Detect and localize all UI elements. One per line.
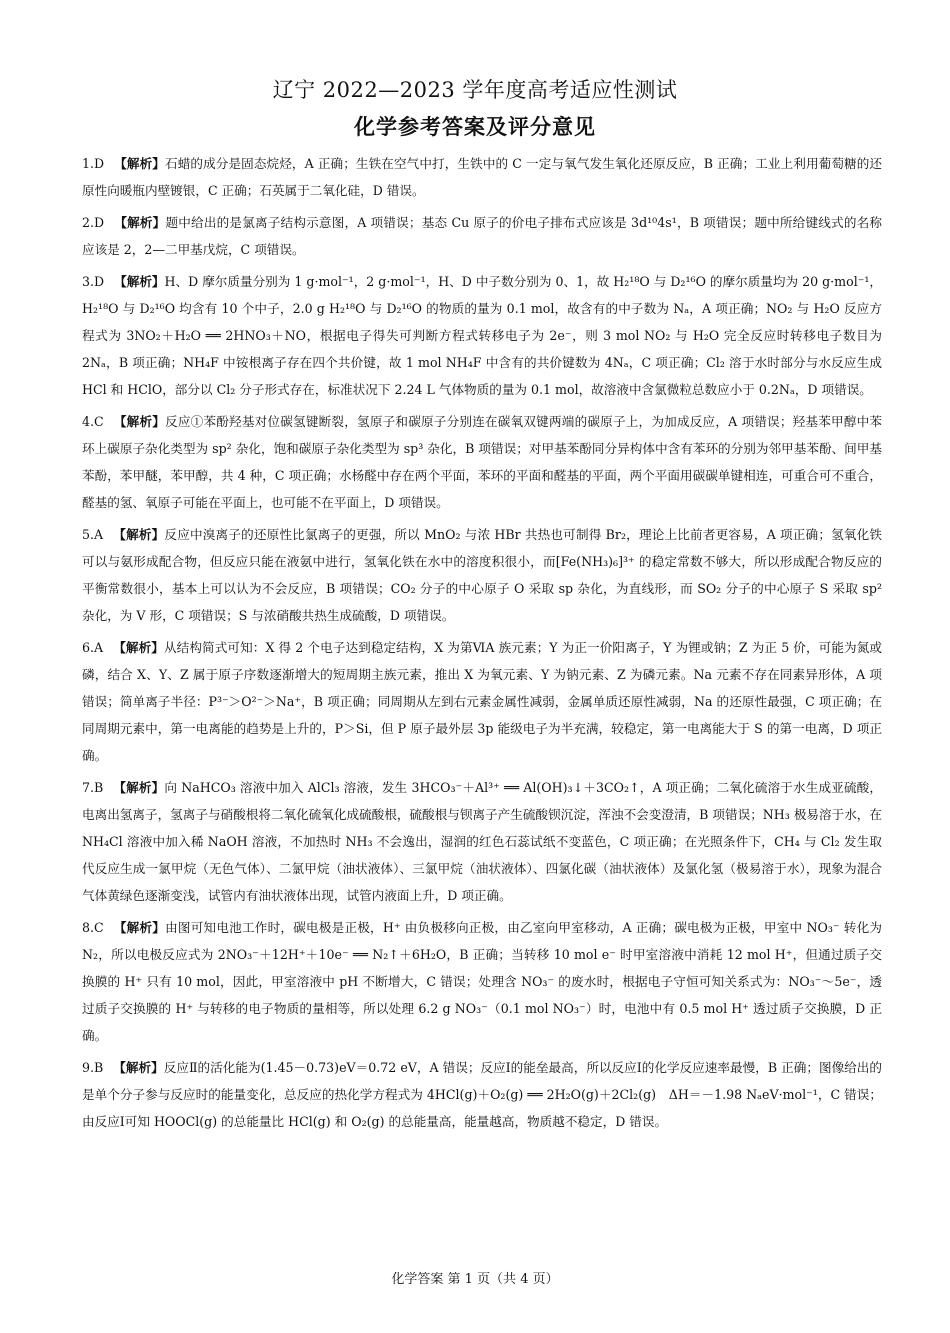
answer-text: 石蜡的成分是固态烷烃，A 正确；生铁在空气中打，生铁中的 C 一定与氧气发生氧化还原反应，B 正确；工业上利用葡萄糖的还原性向暖瓶内壁镀银，C 正确；石英属于二氧化硅，D 错误。 <box>82 156 883 198</box>
analysis-tag: 【解析】 <box>113 1060 164 1075</box>
answer-text: 反应中溴离子的还原性比氯离子的更强，所以 MnO₂ 与浓 HBr 共热也可制得 Br₂，理论上比前者更容易，A 项正确；氢氧化铁可以与氨形成配合物，但反应只能在液氨中进行，氢氧化铁在水中的溶度积很小，而[Fe(NH₃)₆]³⁺ 的稳定常数不够大，所以形成配合物反应的平衡常数很小，基本上可以认为不会反应，B 项错误；CO₂ 分子的中心原子 O 采取 sp 杂化，为直线形，而 SO₂ 分子的中心原子 S 采取 sp² 杂化，为 V 形，C 项错误；S 与浓硝酸共热生成硫酸，D 项错误。 <box>82 527 883 623</box>
answer-item-1 <box>82 150 882 204</box>
answer-text: 反应①苯酚羟基对位碳氢键断裂，氢原子和碳原子分别连在碳氧双键两端的碳原子上，为加成反应，A 项错误；羟基苯甲醇中苯环上碳原子杂化类型为 sp² 杂化，饱和碳原子杂化类型为 sp³ 杂化，B 项错误；对甲基苯酚同分异构体中含有苯环的分别为邻甲基苯酚、间甲基苯酚，苯甲醚，苯甲醇，共 4 种，C 项正确；水杨醛中存在两个平面，苯环的平面和醛基的平面，两个平面用碳碳单键相连，可重合可不重合，醛基的氢、氧原子可能在平面上，也可能不在平面上，D 项错误。 <box>82 414 883 510</box>
analysis-tag: 【解析】 <box>113 780 165 795</box>
analysis-tag: 【解析】 <box>114 215 166 230</box>
analysis-tag: 【解析】 <box>114 274 165 289</box>
answer-number: 3.D <box>82 274 105 289</box>
answer-text: 向 NaHCO₃ 溶液中加入 AlCl₃ 溶液，发生 3HCO₃⁻＋Al³⁺ ══ Al(OH)₃↓＋3CO₂↑，A 项正确；二氧化硫溶于水生成亚硫酸，电离出氢离子，氢离子与硝酸根将二氧化硫氧化成硫酸根，硫酸根与钡离子产生硫酸钡沉淀，浑浊不会变澄清，B 项错误；NH₃ 极易溶于水，在 NH₄Cl 溶液中加入稀 NaOH 溶液，不加热时 NH₃ 不会逸出，湿润的红色石蕊试纸不变蓝色，C 项正确；在光照条件下，CH₄ 与 Cl₂ 发生取代反应生成一氯甲烷（无色气体）、二氯甲烷（油状液体）、三氯甲烷（油状液体）、四氯化碳（油状液体）及氯化氢（极易溶于水），现象为混合气体黄绿色逐渐变浅，试管内有油状液体出现，试管内液面上升，D 项正确。 <box>82 780 883 903</box>
answer-number: 2.D <box>82 215 105 230</box>
answer-number: 8.C <box>82 920 104 935</box>
answer-number: 7.B <box>82 780 104 795</box>
answer-number: 4.C <box>82 414 104 429</box>
answer-text: 从结构简式可知：X 得 2 个电子达到稳定结构，X 为第ⅥA 族元素；Y 为正一价阳离子，Y 为锂或钠；Z 为正 5 价，可能为氮或磷，结合 X、Y、Z 属于原子序数逐渐增大的短周期主族元素，推出 X 为氧元素、Y 为钠元素、Z 为磷元素。Na 元素不存在同素异形体，A 项错误；简单离子半径：P³⁻＞O²⁻＞Na⁺，B 项正确；同周期从左到右元素金属性减弱，金属单质还原性减弱，Na 的还原性最强，C 项正确；在同周期元素中，第一电离能的趋势是上升的，P＞Si，但 P 原子最外层 3p 能级电子为半充满，较稳定，第一电离能大于 S 的第一电离，D 项正确。 <box>82 640 883 763</box>
answer-item-5 <box>82 521 882 629</box>
page-footer: 化学答案 第 1 页（共 4 页） <box>391 1272 559 1287</box>
page-title: 辽宁 2022—2023 学年度高考适应性测试 <box>272 78 678 102</box>
answer-number: 9.B <box>82 1060 104 1075</box>
answer-number: 5.A <box>82 527 104 542</box>
answer-text: 题中给出的是氯离子结构示意图，A 项错误；基态 Cu 原子的价电子排布式应该是 3d¹⁰4s¹，B 项错误；题中所给键线式的名称应该是 2，2—二甲基戊烷，C 项错误。 <box>82 215 882 257</box>
answer-item-6 <box>82 634 882 769</box>
answer-text: H、D 摩尔质量分别为 1 g·mol⁻¹，2 g·mol⁻¹，H、D 中子数分别为 0、1，故 H₂¹⁸O 与 D₂¹⁶O 的摩尔质量均为 20 g·mol⁻¹，H₂¹⁸O 与 D₂¹⁶O 均含有 10 个中子，2.0 g H₂¹⁸O 与 D₂¹⁶O 的物质的量为 0.1 mol，故含有的中子数为 Nₐ，A 项正确；NO₂ 与 H₂O 反应方程式为 3NO₂＋H₂O ══ 2HNO₃＋NO，根据电子得失可判断方程式转移电子为 2e⁻，则 3 mol NO₂ 与 H₂O 完全反应时转移电子数目为 2Nₐ，B 项正确；NH₄F 中铵根离子存在四个共价键，故 1 mol NH₄F 中含有的共价键数为 4Nₐ，C 项正确；Cl₂ 溶于水时部分与水反应生成 HCl 和 HClO，部分以 Cl₂ 分子形式存在，标准状况下 2.24 L 气体物质的量为 0.1 mol，故溶液中含氯微粒总数应小于 0.2Nₐ，D 项错误。 <box>82 274 883 397</box>
answer-item-8 <box>82 914 882 1049</box>
answer-list <box>82 150 882 1140</box>
page-subtitle: 化学参考答案及评分意见 <box>354 114 596 139</box>
analysis-tag: 【解析】 <box>114 156 165 171</box>
answer-text: 反应Ⅱ的活化能为(1.45－0.73)eV＝0.72 eV，A 错误；反应Ⅰ的能垒最高，所以反应Ⅰ的化学反应速率最慢，B 正确；图像给出的是单个分子参与反应时的能量变化，总反应的热化学方程式为 4HCl(g)＋O₂(g) ══ 2H₂O(g)＋2Cl₂(g) ΔH＝－1.98 NₐeV·mol⁻¹，C 错误；由反应Ⅰ可知 HOOCl(g) 的总能量比 HCl(g) 和 O₂(g) 的总能量高，能量越高，物质越不稳定，D 错误。 <box>82 1060 883 1129</box>
answer-item-9 <box>82 1054 882 1135</box>
analysis-tag: 【解析】 <box>113 414 166 429</box>
answer-item-2 <box>82 209 882 263</box>
answer-item-7 <box>82 774 882 909</box>
answer-number: 1.D <box>82 156 105 171</box>
analysis-tag: 【解析】 <box>113 527 165 542</box>
analysis-tag: 【解析】 <box>113 640 164 655</box>
answer-item-4 <box>82 408 882 516</box>
answer-text: 由图可知电池工作时，碳电极是正极，H⁺ 由负极移向正极，由乙室向甲室移动，A 正确；碳电极为正极，甲室中 NO₃⁻ 转化为 N₂，所以电极反应式为 2NO₃⁻＋12H⁺＋10e⁻ ══ N₂↑＋6H₂O，B 正确；当转移 10 mol e⁻ 时甲室溶液中消耗 12 mol H⁺，但通过质子交换膜的 H⁺ 只有 10 mol，因此，甲室溶液中 pH 不断增大，C 错误；处理含 NO₃⁻ 的废水时，根据电子守恒可知关系式为：NO₃⁻～5e⁻，透过质子交换膜的 H⁺ 与转移的电子物质的量相等，所以处理 6.2 g NO₃⁻（0.1 mol NO₃⁻）时，电池中有 0.5 mol H⁺ 透过质子交换膜，D 正确。 <box>82 920 882 1043</box>
answer-number: 6.A <box>82 640 104 655</box>
answer-item-3 <box>82 268 882 403</box>
analysis-tag: 【解析】 <box>113 920 166 935</box>
